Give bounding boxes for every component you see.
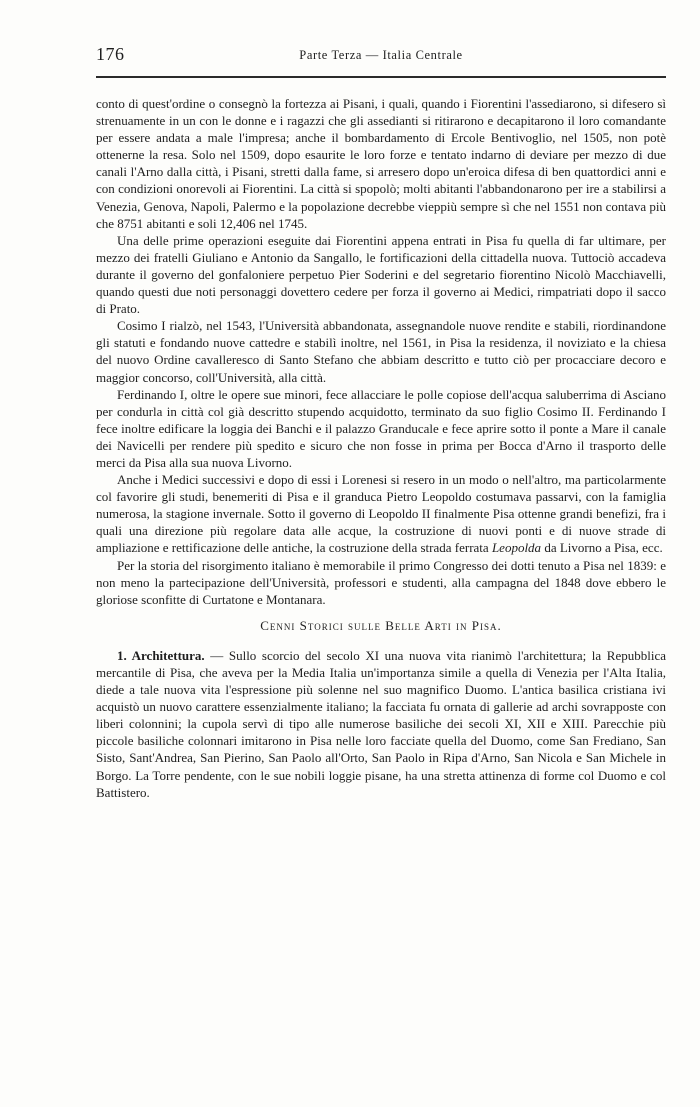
body-text [96,95,666,801]
page-header [96,44,666,68]
running-title: Parte Terza — Italia Centrale [299,48,463,62]
railway-rest: da Livorno a Pisa, ecc. [541,540,663,556]
paragraph-risorgimento: Per la storia del risorgimento italiano è memorabile il primo Congresso dei dotti tenuto a Pisa nel 1839: e non meno la partecipazione dell'Università, professori e studenti, alla campagna del 1848 dove ebbero le gloriose sconfitte di Curtatone e Montanara. [96,557,666,607]
paragraph-ferdinando: Ferdinando I, oltre le opere sue minori, fece allacciare le polle copiose dell'acqua saluberrima di Asciano per condurla in città col già descritto stupendo acquidotto, terminato da suo figlio Cosimo II. Ferdinando I fece inoltre edificare la loggia dei Banchi e il palazzo Granducale e fece aprire sotto il ponte a Mare il canale dei Navicelli per rendere più spedito e sicuro che non fosse in prima per Bocca d'Arno il trasporto delle merci da Pisa alla sua nuova Livorno. [96,386,666,470]
page-number: 176 [96,44,125,64]
architecture-text: — Sullo scorcio del secolo XI una nuova vita rianimò l'architettura; la Repubblica mercantile di Pisa, che aveva per la Media Italia un'importanza simile a quella di Venezia per l'Alta Italia, diede a tale nuova vita l'espressione più solenne nel suo magnifico Duomo. L'antica basilica cristiana ivi acquistò un nuovo carattere essenzialmente italiano; la facciata fu ornata di gallerie ad archi sovrapposte con liberi colonnini; la cupola servì di tipo alle numerose basiliche dei secoli XI, XII e XIII. Parecchie più piccole basiliche colonnari imitarono in Pisa nelle loro facciate quella del Duomo, come San Frediano, San Sisto, Sant'Andrea, San Pierino, San Paolo all'Orto, San Paolo in Ripa d'Arno, San Nicola e San Michele in Borgo. La Torre pendente, con le sue nobili loggie pisane, ha una stretta attinenza di forme col Duomo e col Battistero. [96,647,666,800]
railway-name: Leopolda [491,540,542,556]
header-rule [96,76,666,78]
paragraph-medici-text: Anche i Medici successivi e dopo di essi i Lorenesi si resero in un modo o nell'altro, ma particolarmente col favorire gli studi, benemeriti di Pisa e il granduca Pietro Leopoldo costumava passarvi, con la famiglia numerosa, la stagione invernale. Sotto il governo di Leopoldo II finalmente Pisa ottenne grandi benefizi, fra i quali una direzione più regolare data alle acque, la costruzione di nuovi ponti e di nuove strade di ampliazione e rettificazione delle antiche, la costruzione della strada ferrata [96,472,666,556]
paragraph-medici-lorenesi [96,471,666,556]
section-title: Cenni Storici sulle Belle Arti in Pisa. [260,617,502,633]
paragraph-cosimo: Cosimo I rialzò, nel 1543, l'Università abbandonata, assegnandole nuove rendite e stabili, riordinandone gli statuti e fondando nuove cattedre e stabilì inoltre, nel 1561, in Pisa la residenza, il noviziato e la chiesa del nuovo Ordine cavalleresco di Santo Stefano che abbiam descritto e tutto ciò per procacciare decoro e maggior concorso, coll'Università, alla città. [96,318,666,385]
paragraph-architecture [96,647,666,801]
paragraph-pisa-siege: conto di quest'ordine o consegnò la fortezza ai Pisani, i quali, quando i Fiorentini l'assediarono, si difesero sì strenuamente in un con le donne e i ragazzi che gli assedianti si ritirarono e decapitarono il loro comandante per essere andata a male l'impresa; anche il bombardamento di Ercole Bentivoglio, nel 1505, non potè ottenerne la resa. Solo nel 1509, dopo esaurite le loro forze e tentato indarno di deviare per mezzo di due canali l'Arno dalla città, i Pisani, stretti dalla fame, si arresero dopo un'eroica difesa di ben quattordici anni e con condizioni onorevoli ai Fiorentini. La città si spopolò; molti abitanti l'abbandonarono per ire a stabilirsi a Venezia, Genova, Napoli, Palermo e la popolazione decrebbe vieppiù sempre sì che nel 1551 non contava più che 8751 abitanti e soli 12,406 nel 1745. [96,96,666,231]
paragraph-fortifications: Una delle prime operazioni eseguite dai Fiorentini appena entrati in Pisa fu quella di far ultimare, per mezzo dei fratelli Giuliano e Antonio da Sangallo, le fortificazioni della cittadella nuova. Tuttociò accadeva durante il governo del gonfaloniere perpetuo Pier Soderini e del segretario fiorentino Nicolò Macchiavelli, quando questi due noti personaggi dovettero cedere per forza il governo ai Medici, rimpatriati dopo il sacco di Prato. [96,232,666,317]
architecture-heading: 1. Architettura. [117,647,205,663]
